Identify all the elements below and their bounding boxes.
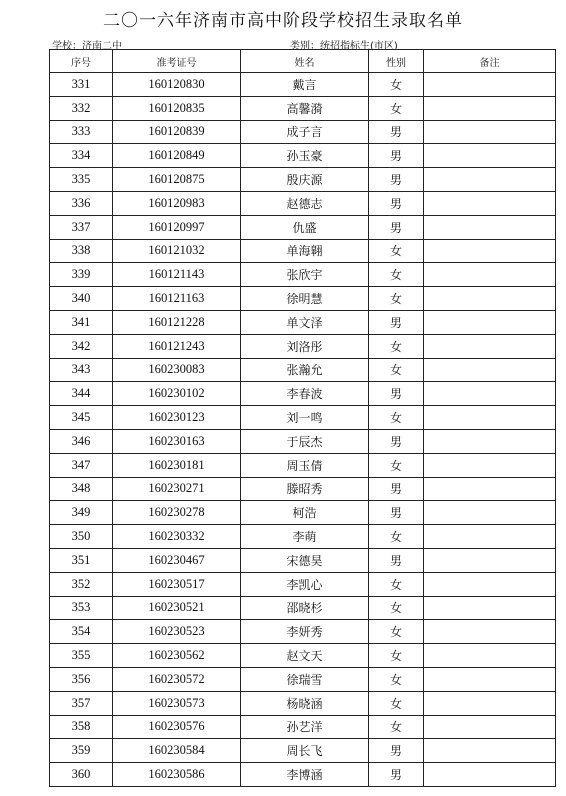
- gender-cell: 男: [369, 120, 424, 144]
- exam-id-cell: 160230573: [113, 691, 241, 715]
- exam-id-cell: 160120835: [113, 96, 241, 120]
- remarks-cell: [424, 763, 556, 787]
- remarks-cell: [424, 73, 556, 97]
- name-cell: 李妍秀: [241, 620, 369, 644]
- serial-cell: 352: [50, 572, 113, 596]
- gender-cell: 男: [369, 168, 424, 192]
- table-row: [50, 572, 556, 596]
- exam-id-cell: 160120875: [113, 168, 241, 192]
- exam-id-cell: 160121032: [113, 239, 241, 263]
- serial-cell: 359: [50, 739, 113, 763]
- header-gender: 性别: [369, 50, 424, 73]
- serial-cell: 349: [50, 501, 113, 525]
- exam-id-cell: 160120849: [113, 144, 241, 168]
- serial-cell: 333: [50, 120, 113, 144]
- exam-id-cell: 160230181: [113, 453, 241, 477]
- name-cell: 高馨漪: [241, 96, 369, 120]
- category-label: 类别：统招指标生(市区): [290, 41, 398, 52]
- gender-cell: 女: [369, 358, 424, 382]
- table-row: [50, 191, 556, 215]
- table-row: [50, 525, 556, 549]
- remarks-cell: [424, 501, 556, 525]
- table-row: [50, 739, 556, 763]
- exam-id-cell: 160230467: [113, 548, 241, 572]
- name-cell: 滕昭秀: [241, 477, 369, 501]
- exam-id-cell: 160230517: [113, 572, 241, 596]
- name-cell: 李凯心: [241, 572, 369, 596]
- serial-cell: 348: [50, 477, 113, 501]
- name-cell: 李博涵: [241, 763, 369, 787]
- table-row: [50, 310, 556, 334]
- serial-cell: 337: [50, 215, 113, 239]
- gender-cell: 男: [369, 191, 424, 215]
- gender-cell: 女: [369, 263, 424, 287]
- gender-cell: 女: [369, 239, 424, 263]
- gender-cell: 女: [369, 525, 424, 549]
- name-cell: 刘洛彤: [241, 334, 369, 358]
- exam-id-cell: 160230163: [113, 429, 241, 453]
- remarks-cell: [424, 548, 556, 572]
- serial-cell: 353: [50, 596, 113, 620]
- exam-id-cell: 160120839: [113, 120, 241, 144]
- exam-id-cell: 160230271: [113, 477, 241, 501]
- serial-cell: 334: [50, 144, 113, 168]
- serial-cell: 354: [50, 620, 113, 644]
- serial-cell: 351: [50, 548, 113, 572]
- remarks-cell: [424, 144, 556, 168]
- name-cell: 张欣宇: [241, 263, 369, 287]
- table-row: [50, 144, 556, 168]
- name-cell: 柯浩: [241, 501, 369, 525]
- gender-cell: 女: [369, 667, 424, 691]
- serial-cell: 340: [50, 287, 113, 311]
- exam-id-cell: 160230562: [113, 644, 241, 668]
- remarks-cell: [424, 120, 556, 144]
- name-cell: 戴言: [241, 73, 369, 97]
- exam-id-cell: 160121143: [113, 263, 241, 287]
- table-row: [50, 382, 556, 406]
- serial-cell: 342: [50, 334, 113, 358]
- exam-id-cell: 160121243: [113, 334, 241, 358]
- name-cell: 单海翱: [241, 239, 369, 263]
- serial-cell: 346: [50, 429, 113, 453]
- exam-id-cell: 160230332: [113, 525, 241, 549]
- serial-cell: 347: [50, 453, 113, 477]
- remarks-cell: [424, 644, 556, 668]
- page-title: 二〇一六年济南市高中阶段学校招生录取名单: [103, 11, 463, 31]
- remarks-cell: [424, 239, 556, 263]
- gender-cell: 男: [369, 215, 424, 239]
- serial-cell: 357: [50, 691, 113, 715]
- table-row: [50, 334, 556, 358]
- table-row: [50, 120, 556, 144]
- gender-cell: 男: [369, 310, 424, 334]
- serial-cell: 355: [50, 644, 113, 668]
- remarks-cell: [424, 310, 556, 334]
- gender-cell: 女: [369, 620, 424, 644]
- gender-cell: 男: [369, 429, 424, 453]
- serial-cell: 332: [50, 96, 113, 120]
- table-row: [50, 263, 556, 287]
- remarks-cell: [424, 667, 556, 691]
- exam-id-cell: 160230576: [113, 715, 241, 739]
- remarks-cell: [424, 334, 556, 358]
- table-row: [50, 168, 556, 192]
- gender-cell: 女: [369, 334, 424, 358]
- remarks-cell: [424, 596, 556, 620]
- serial-cell: 331: [50, 73, 113, 97]
- name-cell: 仇盛: [241, 215, 369, 239]
- name-cell: 成子言: [241, 120, 369, 144]
- table-row: [50, 763, 556, 787]
- serial-cell: 343: [50, 358, 113, 382]
- serial-cell: 350: [50, 525, 113, 549]
- serial-cell: 360: [50, 763, 113, 787]
- table-row: [50, 477, 556, 501]
- exam-id-cell: 160120983: [113, 191, 241, 215]
- remarks-cell: [424, 691, 556, 715]
- remarks-cell: [424, 477, 556, 501]
- name-cell: 邵晓杉: [241, 596, 369, 620]
- name-cell: 李萌: [241, 525, 369, 549]
- gender-cell: 女: [369, 715, 424, 739]
- name-cell: 周长飞: [241, 739, 369, 763]
- gender-cell: 女: [369, 453, 424, 477]
- header-serial: 序号: [50, 50, 113, 73]
- name-cell: 孙艺洋: [241, 715, 369, 739]
- table-row: [50, 691, 556, 715]
- header-name: 姓名: [241, 50, 369, 73]
- table-row: [50, 406, 556, 430]
- exam-id-cell: 160121163: [113, 287, 241, 311]
- gender-cell: 女: [369, 596, 424, 620]
- name-cell: 单文泽: [241, 310, 369, 334]
- remarks-cell: [424, 263, 556, 287]
- exam-id-cell: 160230083: [113, 358, 241, 382]
- name-cell: 孙玉豪: [241, 144, 369, 168]
- remarks-cell: [424, 620, 556, 644]
- serial-cell: 338: [50, 239, 113, 263]
- table-row: [50, 429, 556, 453]
- table-header: [50, 50, 556, 73]
- remarks-cell: [424, 572, 556, 596]
- name-cell: 张瀚允: [241, 358, 369, 382]
- exam-id-cell: 160120997: [113, 215, 241, 239]
- name-cell: 赵文天: [241, 644, 369, 668]
- header-remarks: 备注: [424, 50, 556, 73]
- serial-cell: 358: [50, 715, 113, 739]
- remarks-cell: [424, 406, 556, 430]
- serial-cell: 335: [50, 168, 113, 192]
- gender-cell: 男: [369, 477, 424, 501]
- gender-cell: 女: [369, 287, 424, 311]
- header-exam-id: 准考证号: [113, 50, 241, 73]
- exam-id-cell: 160230102: [113, 382, 241, 406]
- gender-cell: 男: [369, 382, 424, 406]
- remarks-cell: [424, 191, 556, 215]
- name-cell: 徐瑞雪: [241, 667, 369, 691]
- exam-id-cell: 160230523: [113, 620, 241, 644]
- school-label: 学校：济南二中: [52, 41, 122, 52]
- exam-id-cell: 160230572: [113, 667, 241, 691]
- remarks-cell: [424, 382, 556, 406]
- table-row: [50, 715, 556, 739]
- name-cell: 殷庆源: [241, 168, 369, 192]
- table-row: [50, 96, 556, 120]
- remarks-cell: [424, 215, 556, 239]
- gender-cell: 男: [369, 739, 424, 763]
- exam-id-cell: 160230521: [113, 596, 241, 620]
- exam-id-cell: 160230123: [113, 406, 241, 430]
- serial-cell: 336: [50, 191, 113, 215]
- serial-cell: 344: [50, 382, 113, 406]
- table-row: [50, 501, 556, 525]
- exam-id-cell: 160230278: [113, 501, 241, 525]
- gender-cell: 男: [369, 501, 424, 525]
- table-row: [50, 215, 556, 239]
- table-body: [50, 73, 556, 787]
- name-cell: 李春波: [241, 382, 369, 406]
- gender-cell: 女: [369, 96, 424, 120]
- gender-cell: 女: [369, 644, 424, 668]
- name-cell: 周玉倩: [241, 453, 369, 477]
- header-row: [50, 50, 556, 73]
- gender-cell: 女: [369, 691, 424, 715]
- table-row: [50, 667, 556, 691]
- name-cell: 赵德志: [241, 191, 369, 215]
- table-row: [50, 453, 556, 477]
- name-cell: 宋德昊: [241, 548, 369, 572]
- remarks-cell: [424, 739, 556, 763]
- serial-cell: 341: [50, 310, 113, 334]
- exam-id-cell: 160121228: [113, 310, 241, 334]
- remarks-cell: [424, 453, 556, 477]
- exam-id-cell: 160230586: [113, 763, 241, 787]
- name-cell: 刘一鸣: [241, 406, 369, 430]
- exam-id-cell: 160230584: [113, 739, 241, 763]
- remarks-cell: [424, 429, 556, 453]
- gender-cell: 女: [369, 572, 424, 596]
- table-row: [50, 287, 556, 311]
- remarks-cell: [424, 525, 556, 549]
- serial-cell: 356: [50, 667, 113, 691]
- table-row: [50, 548, 556, 572]
- gender-cell: 女: [369, 406, 424, 430]
- table-row: [50, 596, 556, 620]
- name-cell: 于辰杰: [241, 429, 369, 453]
- gender-cell: 男: [369, 548, 424, 572]
- name-cell: 杨晓涵: [241, 691, 369, 715]
- remarks-cell: [424, 715, 556, 739]
- gender-cell: 男: [369, 763, 424, 787]
- admission-table: [49, 49, 556, 787]
- remarks-cell: [424, 96, 556, 120]
- name-cell: 徐明慧: [241, 287, 369, 311]
- exam-id-cell: 160120830: [113, 73, 241, 97]
- table-row: [50, 73, 556, 97]
- table-row: [50, 239, 556, 263]
- table-row: [50, 358, 556, 382]
- serial-cell: 339: [50, 263, 113, 287]
- remarks-cell: [424, 287, 556, 311]
- gender-cell: 女: [369, 73, 424, 97]
- table-row: [50, 644, 556, 668]
- gender-cell: 男: [369, 144, 424, 168]
- remarks-cell: [424, 168, 556, 192]
- serial-cell: 345: [50, 406, 113, 430]
- remarks-cell: [424, 358, 556, 382]
- table-row: [50, 620, 556, 644]
